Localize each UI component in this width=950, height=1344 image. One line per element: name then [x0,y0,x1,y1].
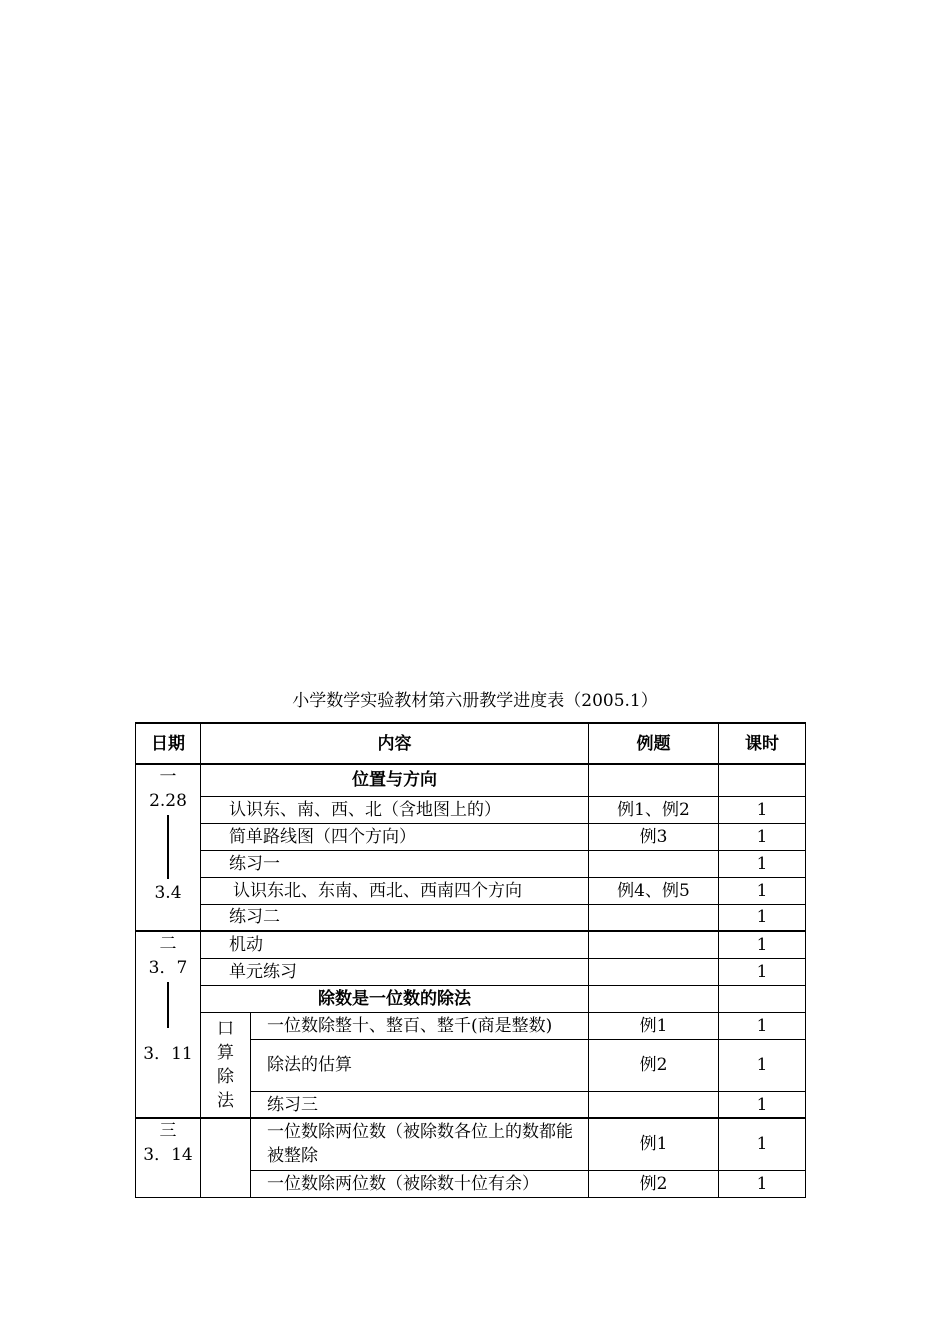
row-content: 一位数除两位数（被除数各位上的数都能被整除 [251,1118,589,1170]
row-example: 例1 [589,1012,719,1039]
week2-date-cell [136,931,201,1118]
row-hours: 1 [719,904,806,931]
section-title: 除数是一位数的除法 [201,985,589,1012]
row-content: 一位数除两位数（被除数十位有余） [251,1170,589,1197]
table-row [136,985,806,1012]
row-hours: 1 [719,1091,806,1118]
table-row [136,877,806,904]
header-row [136,723,806,764]
row-hours: 1 [719,1039,806,1091]
week1-number: 一 [159,767,177,787]
section-title: 位置与方向 [201,764,589,796]
table-row [136,1118,806,1170]
header-date: 日期 [136,723,201,764]
week2-start-date: 3．7 [148,958,188,978]
row-hours: 1 [719,796,806,823]
page-title: 小学数学实验教材第六册教学进度表（2005.1） [292,691,658,711]
row-hours: 1 [719,850,806,877]
row-content: 单元练习 [201,958,589,985]
week1-end-date: 3.4 [154,883,182,903]
row-hours: 1 [719,931,806,958]
week3-date-cell [136,1118,201,1197]
header-hours: 课时 [719,723,806,764]
row-content: 练习一 [201,850,589,877]
row-hours: 1 [719,1170,806,1197]
schedule-table-wrapper [135,722,805,1201]
row-example [589,958,719,985]
row-example: 例3 [589,823,719,850]
row-example: 例1 [589,1118,719,1170]
row-example: 例1、例2 [589,796,719,823]
week1-date-cell [136,764,201,931]
sub-category-label: 口 算 除 法 [201,1012,251,1118]
week1-start-date: 2.28 [149,791,187,811]
row-content: 练习二 [201,904,589,931]
table-row [136,958,806,985]
date-range-line [167,982,169,1028]
table-row [136,764,806,796]
date-range-line [167,815,169,879]
row-example: 例4、例5 [589,877,719,904]
row-content: 除法的估算 [251,1039,589,1091]
week3-start-date: 3．14 [143,1145,193,1165]
row-example [589,1091,719,1118]
header-example: 例题 [589,723,719,764]
table-row [136,904,806,931]
row-content: 机动 [201,931,589,958]
row-hours: 1 [719,1012,806,1039]
row-example [589,904,719,931]
table-row [136,931,806,958]
table-row [136,850,806,877]
row-hours: 1 [719,1118,806,1170]
table-row [136,1012,806,1039]
row-content: 练习三 [251,1091,589,1118]
table-row [136,823,806,850]
table-row [136,796,806,823]
row-example [589,931,719,958]
row-example: 例2 [589,1170,719,1197]
row-hours: 1 [719,877,806,904]
row-content: 一位数除整十、整百、整千(商是整数) [251,1012,589,1039]
header-content: 内容 [201,723,589,764]
schedule-table [135,722,806,1198]
row-example [589,850,719,877]
row-hours: 1 [719,958,806,985]
row-content: 简单路线图（四个方向） [201,823,589,850]
week2-number: 二 [159,934,177,954]
row-hours: 1 [719,823,806,850]
row-content: 认识东北、东南、西北、西南四个方向 [201,877,589,904]
week3-number: 三 [159,1121,177,1141]
row-content: 认识东、南、西、北（含地图上的） [201,796,589,823]
week2-end-date: 3．11 [143,1044,193,1064]
row-example: 例2 [589,1039,719,1091]
